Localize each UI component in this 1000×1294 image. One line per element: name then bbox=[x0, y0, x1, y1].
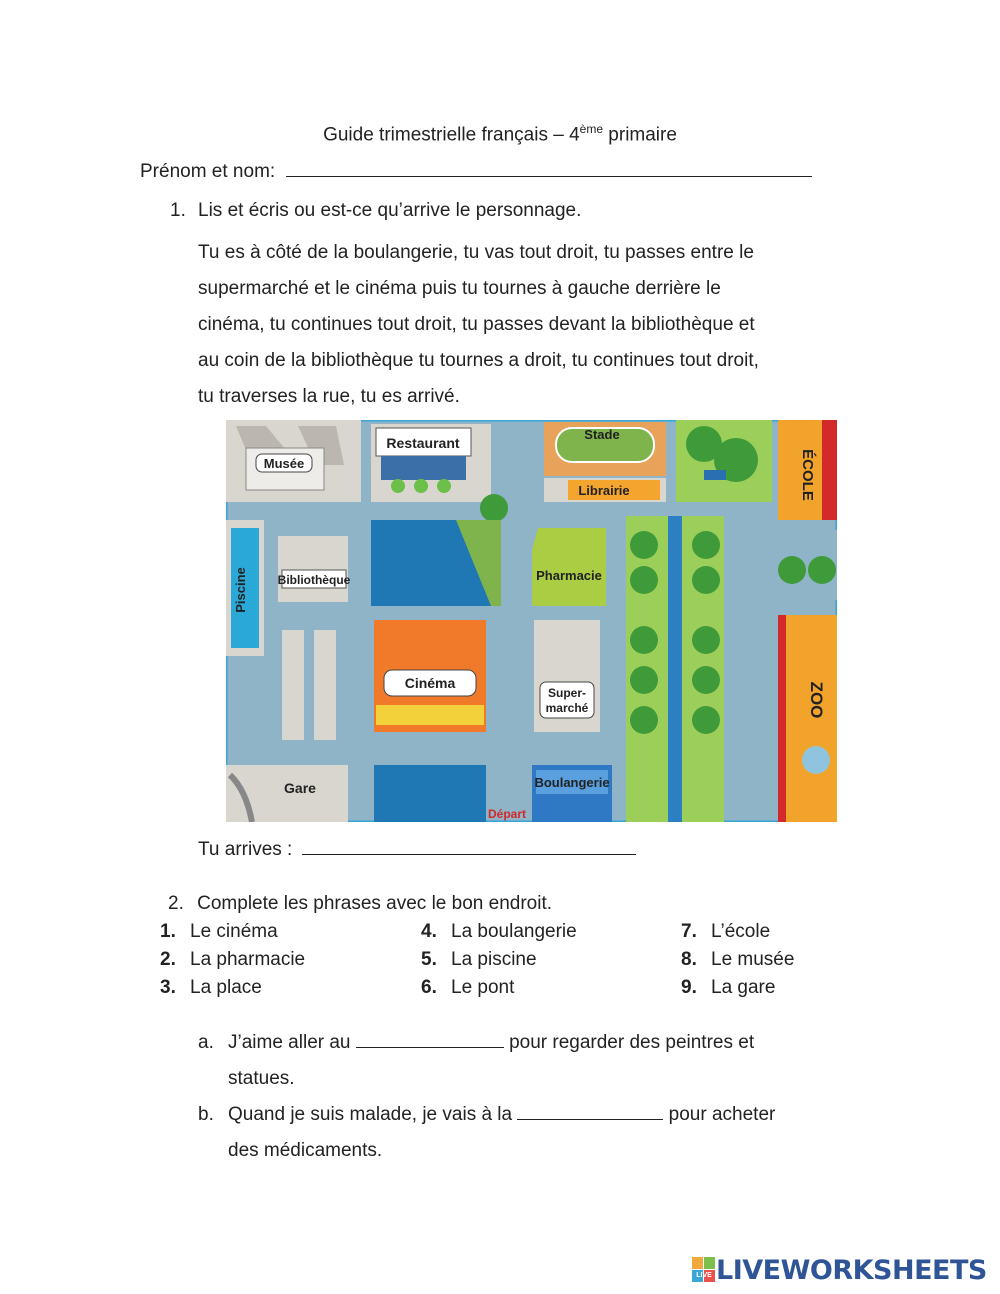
label-zoo: ZOO bbox=[807, 681, 826, 719]
sentence-b: b. Quand je suis malade, je vais à la pour acheter des médicaments. bbox=[198, 1097, 848, 1169]
label-boulangerie: Boulangerie bbox=[534, 775, 610, 790]
label-super: Super- bbox=[547, 686, 587, 700]
label-pharmacie: Pharmacie bbox=[536, 568, 602, 583]
word-bank-item: 8. Le musée bbox=[681, 949, 795, 970]
liveworksheets-logo[interactable] bbox=[692, 1254, 987, 1286]
sentence-a: a. J’aime aller au pour regarder des peintres et statues. bbox=[198, 1025, 848, 1097]
directions-paragraph bbox=[198, 235, 858, 415]
answer-input-line[interactable] bbox=[302, 836, 636, 855]
paragraph-line: Tu es à côté de la boulangerie, tu vas tout droit, tu passes entre le bbox=[198, 242, 754, 263]
label-stade: Stade bbox=[584, 427, 620, 442]
word-bank-item: 2. La pharmacie bbox=[160, 949, 306, 970]
question-1-prompt: Lis et écris ou est-ce qu’arrive le personnage. bbox=[198, 200, 582, 221]
sentence-a-input[interactable] bbox=[356, 1029, 504, 1048]
word-bank-col-3 bbox=[681, 920, 794, 1004]
label-marche: marché bbox=[545, 701, 589, 715]
roundabout-tree bbox=[480, 494, 508, 522]
sentence-b-input[interactable] bbox=[517, 1101, 663, 1120]
answer-label: Tu arrives : bbox=[198, 839, 293, 860]
paragraph-line: au coin de la bibliothèque tu tournes a droit, tu continues tout droit, bbox=[198, 350, 759, 371]
town-map bbox=[226, 420, 837, 822]
word-bank-item: 5. La piscine bbox=[421, 949, 537, 970]
page-title: Guide trimestrielle français – 4ème primaire bbox=[323, 122, 677, 146]
paragraph-line: cinéma, tu continues tout droit, tu passes devant la bibliothèque et bbox=[198, 314, 755, 335]
label-depart: Départ bbox=[488, 807, 527, 821]
label-bibliotheque: Bibliothèque bbox=[277, 573, 351, 587]
word-bank-col-1 bbox=[160, 920, 305, 1004]
word-bank-item: 1. Le cinéma bbox=[160, 921, 278, 942]
name-field-row bbox=[140, 158, 830, 184]
zoo-block bbox=[778, 615, 837, 822]
label-ecole: ÉCOLE bbox=[799, 449, 816, 501]
question-2-prompt: Complete les phrases avec le bon endroit. bbox=[197, 893, 553, 914]
label-musee: Musée bbox=[263, 456, 305, 471]
word-bank-item: 9. La gare bbox=[681, 977, 776, 998]
logo-text: LIVEWORKSHEETS bbox=[716, 1254, 987, 1286]
logo-mark-icon bbox=[692, 1257, 716, 1283]
word-bank-item: 7. L’école bbox=[681, 921, 771, 942]
question-1-number: 1. bbox=[170, 200, 186, 221]
label-cinema: Cinéma bbox=[404, 675, 456, 691]
label-piscine: Piscine bbox=[233, 567, 248, 613]
word-bank-item: 3. La place bbox=[160, 977, 262, 998]
pharmacy-block bbox=[532, 528, 606, 606]
question-2 bbox=[168, 892, 552, 916]
word-bank-col-2 bbox=[421, 920, 577, 1004]
word-bank-item: 4. La boulangerie bbox=[421, 921, 577, 942]
library-block bbox=[278, 536, 348, 602]
answer-row bbox=[198, 836, 636, 862]
name-label: Prénom et nom: bbox=[140, 161, 276, 182]
svg-text:LIVE: LIVE bbox=[696, 1272, 712, 1279]
label-librairie: Librairie bbox=[578, 483, 630, 498]
label-gare: Gare bbox=[284, 780, 316, 796]
paragraph-line: supermarché et le cinéma puis tu tournes à gauche derrière le bbox=[198, 278, 721, 299]
word-bank-item: 6. Le pont bbox=[421, 977, 515, 998]
paragraph-line: tu traverses la rue, tu es arrivé. bbox=[198, 386, 460, 407]
label-restaurant: Restaurant bbox=[386, 435, 460, 451]
name-input-line[interactable] bbox=[286, 158, 812, 177]
question-2-number: 2. bbox=[168, 893, 184, 914]
water-bottom bbox=[374, 765, 486, 822]
